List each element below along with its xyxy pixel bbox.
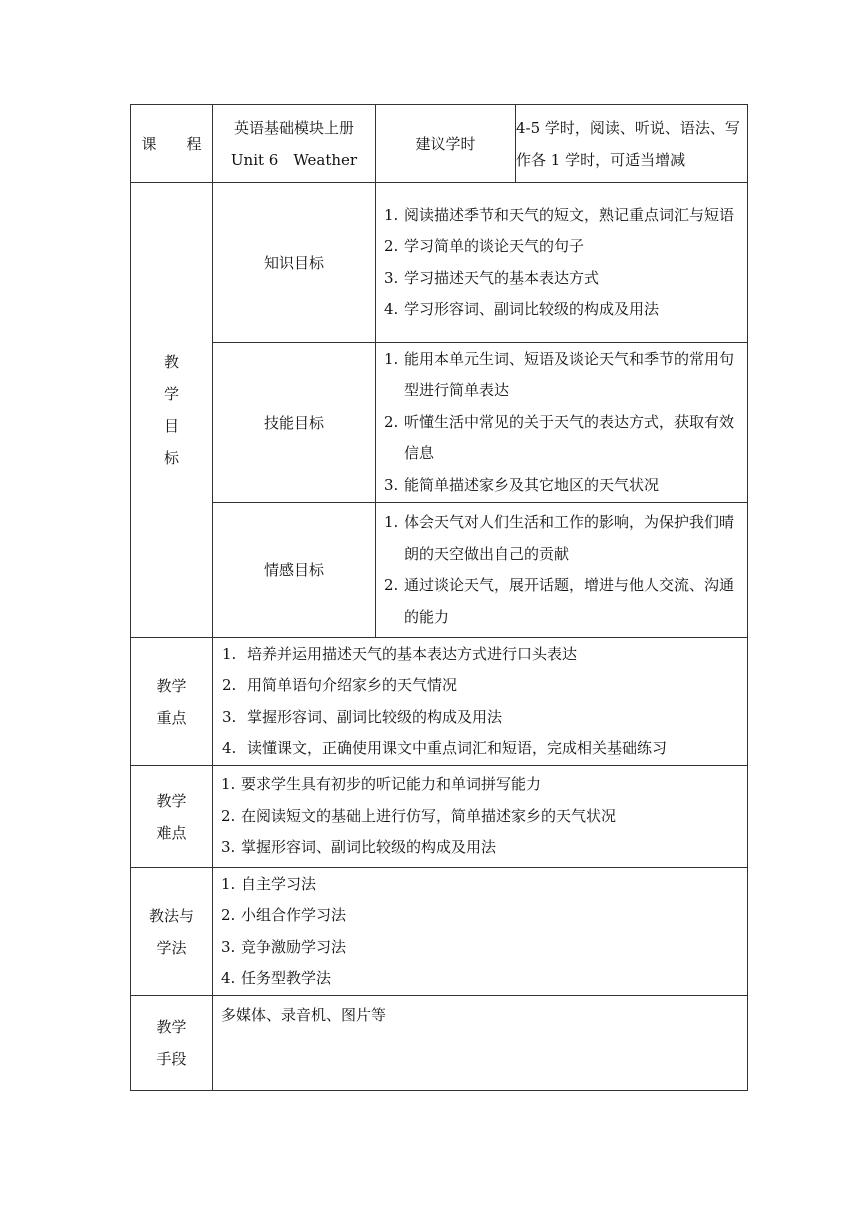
list-item — [213, 670, 747, 702]
list-item — [213, 963, 747, 995]
list-item-text: 任务型教学法 — [241, 969, 332, 987]
knowledge-row — [131, 183, 748, 343]
list-item-text: 学习形容词、副词比较级的构成及用法 — [404, 300, 660, 318]
list-item — [376, 200, 747, 232]
list-item — [213, 869, 747, 901]
list-item-number: 3. — [384, 268, 399, 287]
list-item — [213, 733, 747, 765]
list-item-number: 4. — [222, 739, 237, 757]
list-item — [376, 231, 747, 263]
list-item — [376, 507, 747, 570]
objectives-label: 教 学 目 标 — [131, 183, 213, 638]
list-item-text: 要求学生具有初步的听记能力和单词拼写能力 — [241, 775, 542, 794]
skill-label: 技能目标 — [213, 343, 376, 503]
list-item-number: 3. — [222, 707, 237, 726]
knowledge-items — [376, 183, 748, 343]
emotion-label: 情感目标 — [213, 503, 376, 638]
lesson-plan-table — [130, 104, 748, 1091]
list-item — [376, 407, 747, 470]
list-item-number: 3. — [221, 838, 236, 857]
means-text: 多媒体、录音机、图片等 — [213, 996, 748, 1091]
list-item-number: 2. — [221, 806, 236, 825]
difficulties-row — [131, 766, 748, 868]
key-points-label: 教学 重点 — [131, 638, 213, 766]
list-item — [213, 900, 747, 932]
list-item-text: 体会天气对人们生活和工作的影响，为保护我们晴朗的天空做出自己的贡献 — [404, 513, 735, 563]
list-item-number: 2. — [384, 576, 399, 594]
difficulties-list — [213, 769, 747, 864]
course-name-line2: Unit 6 Weather — [230, 150, 358, 169]
emotion-row — [131, 503, 748, 638]
hours-value: 4-5 学时，阅读、听说、语法、写作各 1 学时，可适当增减 — [516, 105, 748, 183]
list-item-text: 在阅读短文的基础上进行仿写，简单描述家乡的天气状况 — [241, 806, 617, 825]
knowledge-label: 知识目标 — [213, 183, 376, 343]
emotion-list — [376, 507, 747, 633]
means-row — [131, 996, 748, 1091]
list-item — [213, 801, 747, 833]
list-item-text: 掌握形容词、副词比较级的构成及用法 — [247, 707, 503, 726]
list-item-text: 听懂生活中常见的关于天气的表达方式，获取有效信息 — [404, 412, 735, 463]
list-item — [376, 294, 747, 326]
list-item-text: 学习简单的谈论天气的句子 — [404, 237, 585, 255]
course-name — [213, 105, 376, 183]
list-item — [376, 344, 747, 407]
difficulties-label: 教学 难点 — [131, 766, 213, 868]
list-item-number: 3. — [221, 937, 236, 956]
key-points-list — [213, 639, 747, 765]
list-item-number: 2. — [384, 412, 399, 431]
list-item-text: 培养并运用描述天气的基本表达方式进行口头表达 — [247, 644, 578, 663]
skill-list — [376, 344, 747, 502]
emotion-items — [376, 503, 748, 638]
list-item-text: 通过谈论天气，展开话题，增进与他人交流、沟通的能力 — [404, 576, 735, 626]
list-item-number: 2. — [222, 676, 237, 694]
list-item-text: 小组合作学习法 — [241, 906, 347, 924]
difficulties-items — [213, 766, 748, 868]
course-name-line1: 英语基础模块上册 — [233, 118, 354, 137]
list-item — [213, 702, 747, 734]
list-item-text: 用简单语句介绍家乡的天气情况 — [247, 676, 458, 694]
key-points-items — [213, 638, 748, 766]
list-item — [213, 769, 747, 801]
hours-label: 建议学时 — [376, 105, 516, 183]
list-item — [213, 832, 747, 864]
course-row — [131, 105, 748, 183]
list-item-text: 能简单描述家乡及其它地区的天气状况 — [404, 475, 660, 494]
list-item-text: 竞争激励学习法 — [241, 937, 347, 956]
list-item — [376, 570, 747, 633]
knowledge-list — [376, 200, 747, 326]
list-item — [213, 932, 747, 964]
methods-list — [213, 869, 747, 995]
list-item-number: 1. — [222, 644, 237, 663]
list-item-number: 2. — [221, 906, 236, 924]
skill-items — [376, 343, 748, 503]
list-item-number: 1. — [221, 775, 236, 794]
key-points-row — [131, 638, 748, 766]
list-item-number: 1. — [384, 349, 399, 368]
course-label: 课 程 — [131, 105, 213, 183]
list-item-text: 掌握形容词、副词比较级的构成及用法 — [241, 838, 497, 857]
list-item-text: 自主学习法 — [241, 874, 317, 893]
list-item-text: 学习描述天气的基本表达方式 — [404, 268, 600, 287]
list-item-number: 1. — [384, 513, 399, 531]
list-item-number: 1. — [384, 205, 399, 224]
list-item-text: 读懂课文，正确使用课文中重点词汇和短语，完成相关基础练习 — [247, 739, 668, 757]
list-item — [376, 263, 747, 295]
list-item-number: 3. — [384, 475, 399, 494]
means-label: 教学 手段 — [131, 996, 213, 1091]
methods-row — [131, 868, 748, 996]
methods-label: 教法与 学法 — [131, 868, 213, 996]
skill-row — [131, 343, 748, 503]
list-item-number: 4. — [384, 300, 399, 318]
list-item — [213, 639, 747, 671]
list-item-text: 阅读描述季节和天气的短文，熟记重点词汇与短语 — [404, 205, 735, 224]
methods-items — [213, 868, 748, 996]
list-item-number: 1. — [221, 874, 236, 893]
list-item-number: 4. — [221, 969, 236, 987]
list-item-number: 2. — [384, 237, 399, 255]
list-item — [376, 470, 747, 502]
list-item-text: 能用本单元生词、短语及谈论天气和季节的常用句型进行简单表达 — [404, 349, 735, 400]
